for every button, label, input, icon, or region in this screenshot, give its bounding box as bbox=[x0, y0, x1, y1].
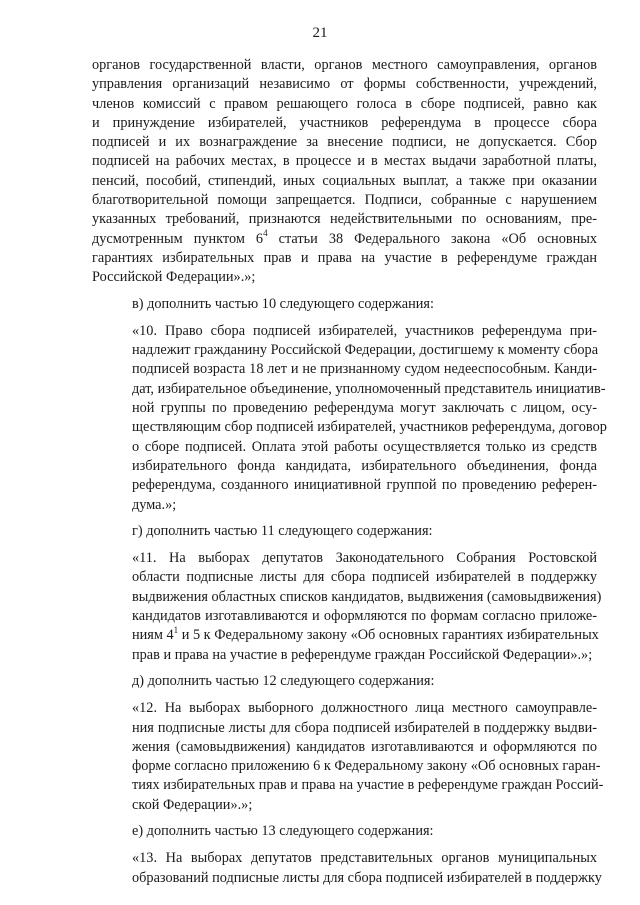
text-line bbox=[92, 227, 597, 249]
line-text: органов государственной власти, органов местного самоуправления, органов bbox=[92, 57, 597, 73]
text-line bbox=[92, 75, 597, 94]
line-text: ществляющим сбор подписей избирателей, участников референдума, договор bbox=[132, 419, 607, 436]
line-text: жения (самовыдвижения) кандидатов изготавливаются и оформляются по bbox=[132, 738, 597, 755]
superscript: 4 bbox=[263, 227, 268, 238]
line-text: о сборе подписей. Оплата этой работы осуществляется только из средств bbox=[132, 438, 597, 455]
text-line bbox=[92, 796, 597, 815]
paragraph-continuation bbox=[92, 56, 597, 288]
document-body bbox=[92, 56, 607, 895]
line-text: членов комиссий с правом решающего голоса в сборе подписей, равно как bbox=[92, 95, 597, 112]
text-line bbox=[92, 360, 597, 379]
line-text: е) дополнить частью 13 следующего содержания: bbox=[132, 822, 434, 839]
line-text: тиях избирательных прав и права на участие в референдуме граждан Россий- bbox=[132, 777, 604, 794]
text-line bbox=[92, 56, 597, 75]
line-text: подписей и их вознаграждение за внесение подписи, не допускается. Сбор bbox=[92, 134, 597, 151]
line-text: благотворительной помощи запрещается. Подписи, собранные с нарушением bbox=[92, 192, 597, 209]
text-line bbox=[92, 210, 597, 229]
line-text: и принуждение избирателей, участников референдума в процессе сбора bbox=[92, 114, 597, 131]
text-line bbox=[92, 646, 597, 665]
line-text: гарантиях избирательных прав и права на участие в референдуме граждан bbox=[92, 249, 597, 266]
quoted-provision bbox=[92, 699, 604, 815]
text-line bbox=[92, 549, 597, 568]
line-text: дусмотренным пунктом 6 bbox=[92, 230, 264, 247]
text-line bbox=[92, 295, 597, 314]
line-text: ниям 4 bbox=[132, 627, 174, 644]
text-line bbox=[92, 588, 602, 607]
line-text: указанных требований, признаются недействительными по основаниям, пре- bbox=[92, 211, 597, 228]
text-line bbox=[92, 133, 597, 152]
line-text: ской Федерации».»; bbox=[132, 796, 253, 813]
line-text: области подписные листы для сбора подписей избирателей в поддержку bbox=[132, 569, 597, 586]
line-text: дума.»; bbox=[132, 496, 177, 513]
text-line bbox=[92, 738, 597, 757]
text-line bbox=[92, 869, 602, 888]
line-text: образований подписные листы для сбора подписей избирателей в поддержку bbox=[132, 869, 602, 886]
text-line bbox=[92, 699, 597, 718]
text-line bbox=[92, 522, 597, 541]
line-text: избирательного фонда кандидата, избирательного объединения, фонда bbox=[132, 457, 597, 474]
line-text: референдума, созданного инициативной группой по проведению референ- bbox=[132, 477, 597, 494]
text-line bbox=[92, 268, 597, 287]
amendment-instruction bbox=[92, 295, 597, 314]
text-line bbox=[92, 607, 597, 626]
text-line bbox=[92, 776, 604, 795]
text-line bbox=[92, 114, 597, 133]
amendment-instruction bbox=[92, 672, 597, 691]
quoted-provision bbox=[92, 549, 602, 665]
text-line bbox=[92, 438, 597, 457]
text-line bbox=[92, 719, 597, 738]
line-text: и 5 к Федеральному закону «Об основных гарантиях избирательных bbox=[178, 627, 599, 644]
text-line bbox=[92, 341, 597, 360]
text-line bbox=[92, 476, 597, 495]
line-text: г) дополнить частью 11 следующего содержания: bbox=[132, 522, 433, 539]
text-line bbox=[92, 95, 597, 114]
text-line bbox=[92, 152, 597, 171]
text-line bbox=[92, 191, 597, 210]
line-text: «12. На выборах выборного должностного лица местного самоуправле- bbox=[132, 700, 597, 717]
line-text: статьи 38 Федерального закона «Об основных bbox=[267, 230, 597, 247]
quoted-provision bbox=[92, 322, 607, 515]
line-text: подписей возраста 18 лет и не признанному судом недееспособным. Канди- bbox=[132, 361, 597, 378]
text-line bbox=[92, 496, 597, 515]
text-line bbox=[92, 457, 597, 476]
line-text: ной группы по проведению референдума могут заключать с лицом, осу- bbox=[132, 400, 597, 417]
line-text: управления организаций независимо от формы собственности, учреждений, bbox=[92, 76, 597, 93]
line-text: Российской Федерации».»; bbox=[92, 269, 256, 286]
line-text: в) дополнить частью 10 следующего содержания: bbox=[132, 295, 434, 312]
amendment-instruction bbox=[92, 522, 597, 541]
line-text: форме согласно приложению 6 к Федеральному закону «Об основных гаран- bbox=[132, 758, 601, 775]
text-line bbox=[92, 172, 597, 191]
text-line bbox=[92, 399, 597, 418]
text-line bbox=[92, 822, 597, 841]
line-text: кандидатов изготавливаются и оформляются по формам согласно приложе- bbox=[132, 608, 597, 625]
text-line bbox=[92, 249, 597, 268]
text-line bbox=[92, 568, 597, 587]
line-text: ния подписные листы для сбора подписей избирателей в поддержку выдви- bbox=[132, 719, 597, 736]
quoted-provision bbox=[92, 849, 602, 888]
line-text: надлежит гражданину Российской Федерации, достигшему к моменту сбора bbox=[132, 342, 599, 359]
page-number: 21 bbox=[312, 25, 328, 41]
line-text: дат, избирательное объединение, уполномоченный представитель инициатив- bbox=[132, 380, 606, 397]
line-text: прав и права на участие в референдуме граждан Российской Федерации».»; bbox=[132, 646, 593, 663]
line-text: подписей на рабочих местах, в процессе и в местах выдачи заработной платы, bbox=[92, 153, 597, 170]
text-line bbox=[92, 418, 607, 437]
text-line bbox=[92, 849, 597, 868]
text-line bbox=[92, 380, 606, 399]
text-line bbox=[92, 757, 601, 776]
text-line bbox=[92, 322, 597, 341]
line-text: пенсий, пособий, стипендий, иных социальных выплат, а также при оказании bbox=[92, 172, 597, 189]
line-text: выдвижения областных списков кандидатов, выдвижения (самовыдвижения) bbox=[132, 588, 602, 605]
line-text: «11. На выборах депутатов Законодательного Собрания Ростовской bbox=[132, 550, 597, 567]
text-line bbox=[92, 672, 597, 691]
line-text: «10. Право сбора подписей избирателей, участников референдума при- bbox=[132, 322, 597, 339]
text-line bbox=[92, 626, 597, 645]
amendment-instruction bbox=[92, 822, 597, 841]
line-text: д) дополнить частью 12 следующего содержания: bbox=[132, 672, 435, 689]
superscript: 1 bbox=[173, 624, 179, 635]
line-text: «13. На выборах депутатов представительных органов муниципальных bbox=[132, 850, 597, 867]
